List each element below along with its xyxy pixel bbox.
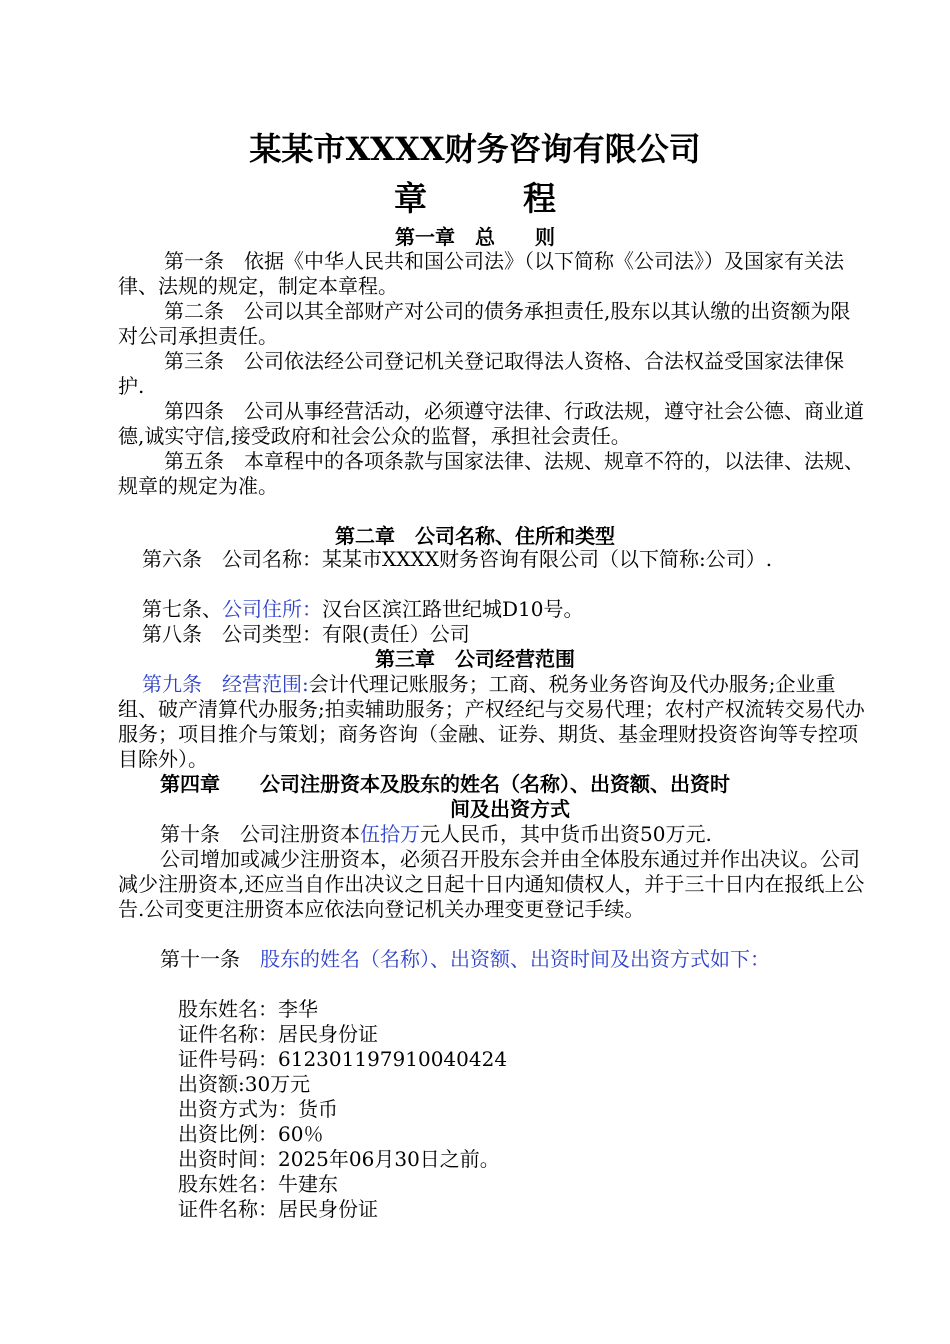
article-10 <box>160 822 712 847</box>
article-11-prefix: 第十一条 <box>160 947 260 971</box>
shareholder-2-name: 股东姓名：牛建东 <box>178 1172 338 1196</box>
document-subtitle <box>0 176 950 222</box>
article-3: 第三条 公司依法经公司登记机关登记取得法人资格、合法权益受国家法律保护. <box>118 349 844 398</box>
shareholder-2-cert-type: 证件名称：居民身份证 <box>178 1197 378 1221</box>
chapter-4-heading <box>160 772 860 822</box>
company-title: 某某市XXXX财务咨询有限公司 <box>249 130 701 168</box>
article-1: 第一条 依据《中华人民共和国公司法》（以下简称《公司法》）及国家有关法律、法规的规定，制定本章程。 <box>118 249 844 298</box>
article-10-amount: 伍拾万 <box>360 822 420 846</box>
article-4: 第四条 公司从事经营活动，必须遵守法律、行政法规，遵守社会公德、商业道德,诚实守信,接受政府和社会公众的监督，承担社会责任。 <box>118 399 864 448</box>
shareholder-1-ratio: 出资比例：60％ <box>178 1122 324 1146</box>
article-9-text: 会计代理记账服务；工商、税务业务咨询及代办服务;企业重组、破产清算代办服务;拍卖辅助服务；产权经纪与交易代理；农村产权流转交易代办服务；项目推介与策划；商务咨询（金融、证券、期货、基金理财投资咨询等专控项目除外）。 <box>118 672 865 771</box>
shareholder-1-amount: 出资额:30万元 <box>178 1072 311 1096</box>
article-7-prefix: 第七条、 <box>142 597 222 621</box>
article-11 <box>118 947 870 972</box>
shareholder-1-time: 出资时间：2025年06月30日之前。 <box>178 1147 500 1171</box>
shareholder-1-name: 股东姓名：李华 <box>178 997 318 1021</box>
article-10-paragraph-2: 公司增加或减少注册资本，必须召开股东会并由全体股东通过并作出决议。公司减少注册资本,还应当自作出决议之日起十日内通知债权人，并于三十日内在报纸上公告.公司变更注册资本应依法向登记机关办理变更登记手续。 <box>118 847 865 921</box>
article-7 <box>142 597 583 622</box>
shareholder-1-cert-type: 证件名称：居民身份证 <box>178 1022 378 1046</box>
article-9-label: 第九条 经营范围: <box>142 672 309 696</box>
article-7-value: 汉台区滨江路世纪城D10号。 <box>322 597 584 621</box>
chapter-3-heading: 第三章 公司经营范围 <box>375 647 575 671</box>
article-8: 第八条 公司类型：有限(责任）公司 <box>142 622 470 646</box>
subtitle-char-1: 章 <box>394 179 427 218</box>
chapter-4-line-2: 间及出资方式 <box>450 797 570 821</box>
chapter-1-heading: 第一章 总 则 <box>395 225 555 249</box>
article-7-label: 公司住所： <box>222 597 322 621</box>
chapter-4-line-1: 第四章 公司注册资本及股东的姓名（名称）、出资额、出资时 <box>160 772 730 796</box>
shareholder-1-method: 出资方式为：货币 <box>178 1097 338 1121</box>
article-9 <box>118 672 870 772</box>
chapter-2-heading: 第二章 公司名称、住所和类型 <box>335 524 615 548</box>
article-10-prefix: 第十条 公司注册资本 <box>160 822 360 846</box>
article-2: 第二条 公司以其全部财产对公司的债务承担责任,股东以其认缴的出资额为限对公司承担责任。 <box>118 299 851 348</box>
article-11-text: 股东的姓名（名称）、出资额、出资时间及出资方式如下： <box>260 947 770 971</box>
shareholder-1-id-number: 证件号码：612301197910040424 <box>178 1047 508 1071</box>
subtitle-char-2: 程 <box>523 179 556 218</box>
article-5: 第五条 本章程中的各项条款与国家法律、法规、规章不符的，以法律、法规、规章的规定为准。 <box>118 449 864 498</box>
article-6: 第六条 公司名称：某某市XXXX财务咨询有限公司（以下简称:公司）. <box>142 547 773 571</box>
article-10-suffix: 元人民币，其中货币出资50万元. <box>420 822 712 846</box>
